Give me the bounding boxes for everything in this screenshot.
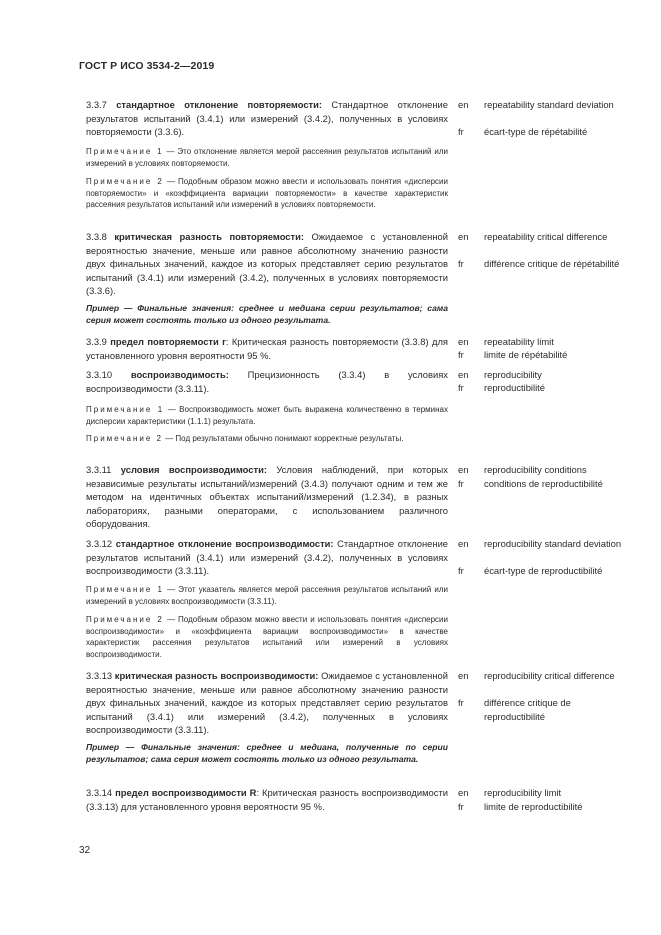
term-definition: Прецизионность (3.3.4) в условиях воспроизводимости (3.3.11). — [86, 369, 448, 394]
lang-en: en — [458, 231, 469, 242]
term-title: критическая разность повторяемости: — [114, 231, 304, 242]
term-title: стандартное отклонение повторяемости: — [116, 99, 323, 110]
lang-en: en — [458, 670, 469, 681]
lang-fr: fr — [458, 258, 464, 269]
lang-fr: fr — [458, 478, 464, 489]
term-number: 3.3.7 — [86, 99, 107, 110]
translation-fr: reproductibilité — [484, 382, 545, 393]
lang-fr: fr — [458, 126, 464, 137]
note-text: — Это отклонение является мерой рассеяния результатов испытаний или измерений в условиях повторяемости. — [86, 147, 448, 168]
translation-en: reproducibility critical difference — [484, 670, 615, 681]
translation-en: reproducibility limit — [484, 787, 562, 798]
lang-en: en — [458, 336, 469, 347]
term-title: предел воспроизводимости R — [115, 787, 257, 798]
lang-en: en — [458, 538, 469, 549]
lang-en: en — [458, 787, 469, 798]
term-definition: Условия наблюдений, при которых независимые результаты испытаний/измерений (3.4.3) получают одним и тем же методом на идентичных объектах испытаний/измерений (1.2.34), в разных лабораториях, разными операторами, с использованием различного оборудования. — [86, 464, 448, 530]
lang-fr: fr — [458, 565, 464, 576]
term-entry-3-3-8 — [86, 230, 448, 298]
translation-en: repeatability standard deviation — [484, 99, 614, 110]
note-text: — Под результатами обычно понимают корректные результаты. — [162, 434, 404, 443]
note-1 — [86, 146, 448, 169]
term-definition: : Критическая разность воспроизводимости (3.3.13) для установленного уровня вероятности 95 %. — [86, 787, 448, 812]
lang-en: en — [458, 369, 469, 380]
term-entry-3-3-10 — [86, 368, 448, 395]
term-number: 3.3.14 — [86, 787, 113, 798]
example-1: Пример — Финальные значения: среднее и медиана серии результатов; сама серия может состоять только из одного результата. — [86, 303, 448, 325]
term-number: 3.3.9 — [86, 336, 107, 347]
note-2 — [86, 176, 448, 211]
example-2: Пример — Финальные значения: среднее и медиана, полученные по серии результатов; сама серия может состоять только из одного результата. — [86, 742, 448, 764]
term-entry-3-3-11 — [86, 463, 448, 531]
term-number: 3.3.11 — [86, 464, 112, 475]
term-title: условия воспроизводимости: — [120, 464, 267, 475]
term-entry-3-3-7 — [86, 98, 448, 139]
translation-fr: limite de reproductibilité — [484, 801, 583, 812]
translation-en: reproducibility standard deviation — [484, 538, 622, 549]
lang-en: en — [458, 99, 469, 110]
term-entry-3-3-9 — [86, 335, 448, 362]
translation-en: reproducibility conditions — [484, 464, 587, 475]
term-definition: Ожидаемое с установленной вероятностью значение, меньше или равное абсолютному значению разности двух финальных значений, каждое из которых представляет серию результатов испытаний (3.4.1) или измерений (3.4.2), полученных в условиях повторяемости (3.3.6). — [86, 231, 448, 297]
translation-fr: conditions de reproductibilité — [484, 478, 603, 489]
term-definition: Стандартное отклонение результатов испытаний (3.4.1) или измерений (3.4.2), полученных в условиях повторяемости (3.3.6). — [86, 99, 448, 138]
term-definition: : Критическая разность повторяемости (3.3.8) для установленного уровня вероятности 95 %. — [86, 336, 448, 361]
translation-fr: différence critique de reproductibilité — [484, 697, 571, 722]
note-text: — Подобным образом можно ввести и использовать понятия «дисперсии повторяемости» и «коэффициента вариации повторяемости» в качестве характеристик рассеяния результатов испытаний или измерений в условиях повторяемости. — [86, 177, 448, 210]
term-title: критическая разность воспроизводимости: — [114, 670, 319, 681]
note-3 — [86, 404, 448, 427]
translation-fr: écart-type de répétabilité — [484, 126, 588, 137]
translation-en: repeatability limit — [484, 336, 554, 347]
term-title: стандартное отклонение воспроизводимости: — [115, 538, 334, 549]
translation-fr: limite de répétabilité — [484, 349, 568, 360]
term-entry-3-3-14 — [86, 786, 448, 813]
lang-fr: fr — [458, 801, 464, 812]
translation-fr: écart-type de reproductibilité — [484, 565, 603, 576]
term-title: воспроизводимость: — [130, 369, 229, 380]
translation-en: reproducibility — [484, 369, 542, 380]
page-number: 32 — [79, 845, 91, 856]
note-label: Примечание 1 — [86, 147, 164, 156]
lang-fr: fr — [458, 349, 464, 360]
translation-fr: différence critique de répétabilité — [484, 258, 620, 269]
term-number: 3.3.12 — [86, 538, 113, 549]
term-entry-3-3-13 — [86, 669, 448, 737]
term-title: предел повторяемости r — [110, 336, 226, 347]
note-text: — Воспроизводимость может быть выражена количественно в терминах дисперсии характеристики (1.1.1) результата. — [86, 405, 449, 426]
note-label: Примечание 2 — [86, 615, 164, 624]
note-5 — [86, 584, 448, 607]
note-label: Примечание 2 — [86, 177, 164, 186]
note-text: — Этот указатель является мерой рассеяния результатов испытаний или измерений в условиях воспроизводимости (3.3.11). — [86, 585, 449, 606]
lang-fr: fr — [458, 697, 464, 708]
translation-en: repeatability critical difference — [484, 231, 608, 242]
note-label: Примечание 2 — [86, 434, 163, 443]
note-6 — [86, 614, 448, 660]
term-number: 3.3.8 — [86, 231, 107, 242]
note-label: Примечание 1 — [86, 405, 165, 414]
term-number: 3.3.10 — [86, 369, 113, 380]
document-header: ГОСТ Р ИСО 3534-2—2019 — [79, 60, 215, 72]
lang-fr: fr — [458, 382, 464, 393]
lang-en: en — [458, 464, 469, 475]
term-entry-3-3-12 — [86, 537, 448, 578]
note-4 — [86, 433, 448, 445]
term-number: 3.3.13 — [86, 670, 113, 681]
note-text: — Подобным образом можно ввести и использовать понятия «дисперсии воспроизводимости» и «коэффициента вариации воспроизводимости» в качестве характеристик рассеяния результатов испытаний или измерений в условиях воспроизводимости. — [86, 615, 448, 659]
term-definition: Ожидаемое с установленной вероятностью значение, меньше или равное абсолютному значению разности двух финальных значений, каждое из которых представляет серию результатов испытаний (3.4.1) или измерений (3.4.2), полученных в условиях воспроизводимости (3.3.11). — [86, 670, 448, 736]
term-definition: Стандартное отклонение результатов испытаний (3.4.1) или измерений (3.4.2), полученных в условиях воспроизводимости (3.3.11). — [86, 538, 449, 577]
note-label: Примечание 1 — [86, 585, 164, 594]
